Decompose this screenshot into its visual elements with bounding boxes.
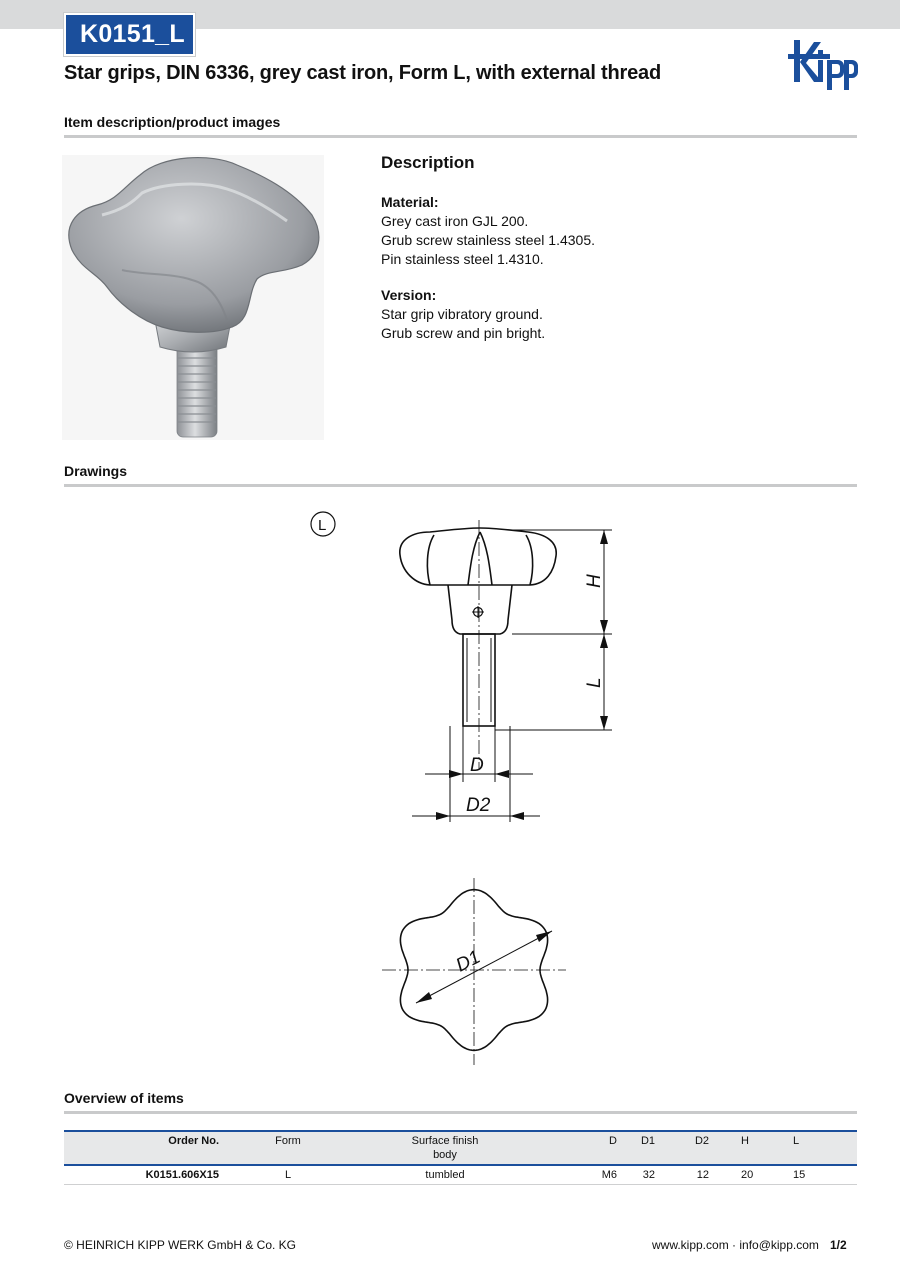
footer-copyright: © HEINRICH KIPP WERK GmbH & Co. KG	[64, 1238, 296, 1252]
col-d1: D1	[640, 1135, 655, 1147]
product-code-tab	[64, 13, 195, 56]
cell-surface-finish: tumbled	[351, 1165, 539, 1185]
version-line: Star grip vibratory ground.	[381, 306, 543, 322]
section-divider	[64, 135, 857, 138]
dim-h-label: H	[584, 574, 605, 588]
page-title: Star grips, DIN 6336, grey cast iron, Form L, with external thread	[64, 62, 661, 84]
cell-d: M6	[539, 1165, 619, 1185]
description-block	[381, 153, 851, 343]
col-l: L	[793, 1135, 800, 1147]
col-surface-finish-line1: Surface finish	[411, 1135, 479, 1147]
section-heading-overview: Overview of items	[64, 1090, 184, 1106]
page-number: 1/2	[830, 1238, 847, 1252]
section-heading-drawings: Drawings	[64, 463, 128, 479]
cell-form: L	[225, 1165, 351, 1185]
col-surface-finish	[351, 1131, 539, 1165]
col-order-no: Order No.	[168, 1135, 219, 1147]
table-row	[64, 1165, 857, 1185]
technical-drawing	[300, 500, 640, 1070]
description-heading: Description	[381, 153, 475, 172]
col-d: D	[609, 1135, 617, 1147]
section-divider	[64, 484, 857, 487]
col-form: Form	[275, 1135, 301, 1147]
section-heading-item-description: Item description/product images	[64, 114, 281, 130]
dim-d1-label: D1	[452, 946, 484, 977]
product-photo	[62, 155, 324, 440]
table-header-row	[64, 1131, 857, 1165]
kipp-logo	[784, 36, 858, 92]
material-label: Material:	[381, 194, 439, 210]
version-label: Version:	[381, 287, 437, 303]
form-label: L	[318, 517, 327, 534]
material-line: Grub screw stainless steel 1.4305.	[381, 232, 595, 248]
version-line: Grub screw and pin bright.	[381, 325, 546, 341]
section-divider	[64, 1111, 857, 1114]
cell-d1: 32	[619, 1165, 657, 1185]
dim-l-label: L	[584, 677, 605, 688]
items-table	[64, 1130, 857, 1185]
material-line: Grey cast iron GJL 200.	[381, 213, 529, 229]
product-code: K0151_L	[80, 20, 185, 48]
col-surface-finish-line2: body	[433, 1149, 457, 1161]
dim-d2-label: D2	[466, 795, 491, 816]
col-d2: D2	[694, 1135, 709, 1147]
dim-d-label: D	[470, 755, 484, 776]
cell-d2: 12	[657, 1165, 711, 1185]
cell-l: 15	[791, 1165, 857, 1185]
footer-contact: www.kipp.com · info@kipp.com	[652, 1238, 819, 1252]
material-line: Pin stainless steel 1.4310.	[381, 251, 544, 267]
col-h: H	[741, 1135, 749, 1147]
cell-h: 20	[739, 1165, 791, 1185]
cell-order-no: K0151.606X15	[64, 1165, 225, 1185]
